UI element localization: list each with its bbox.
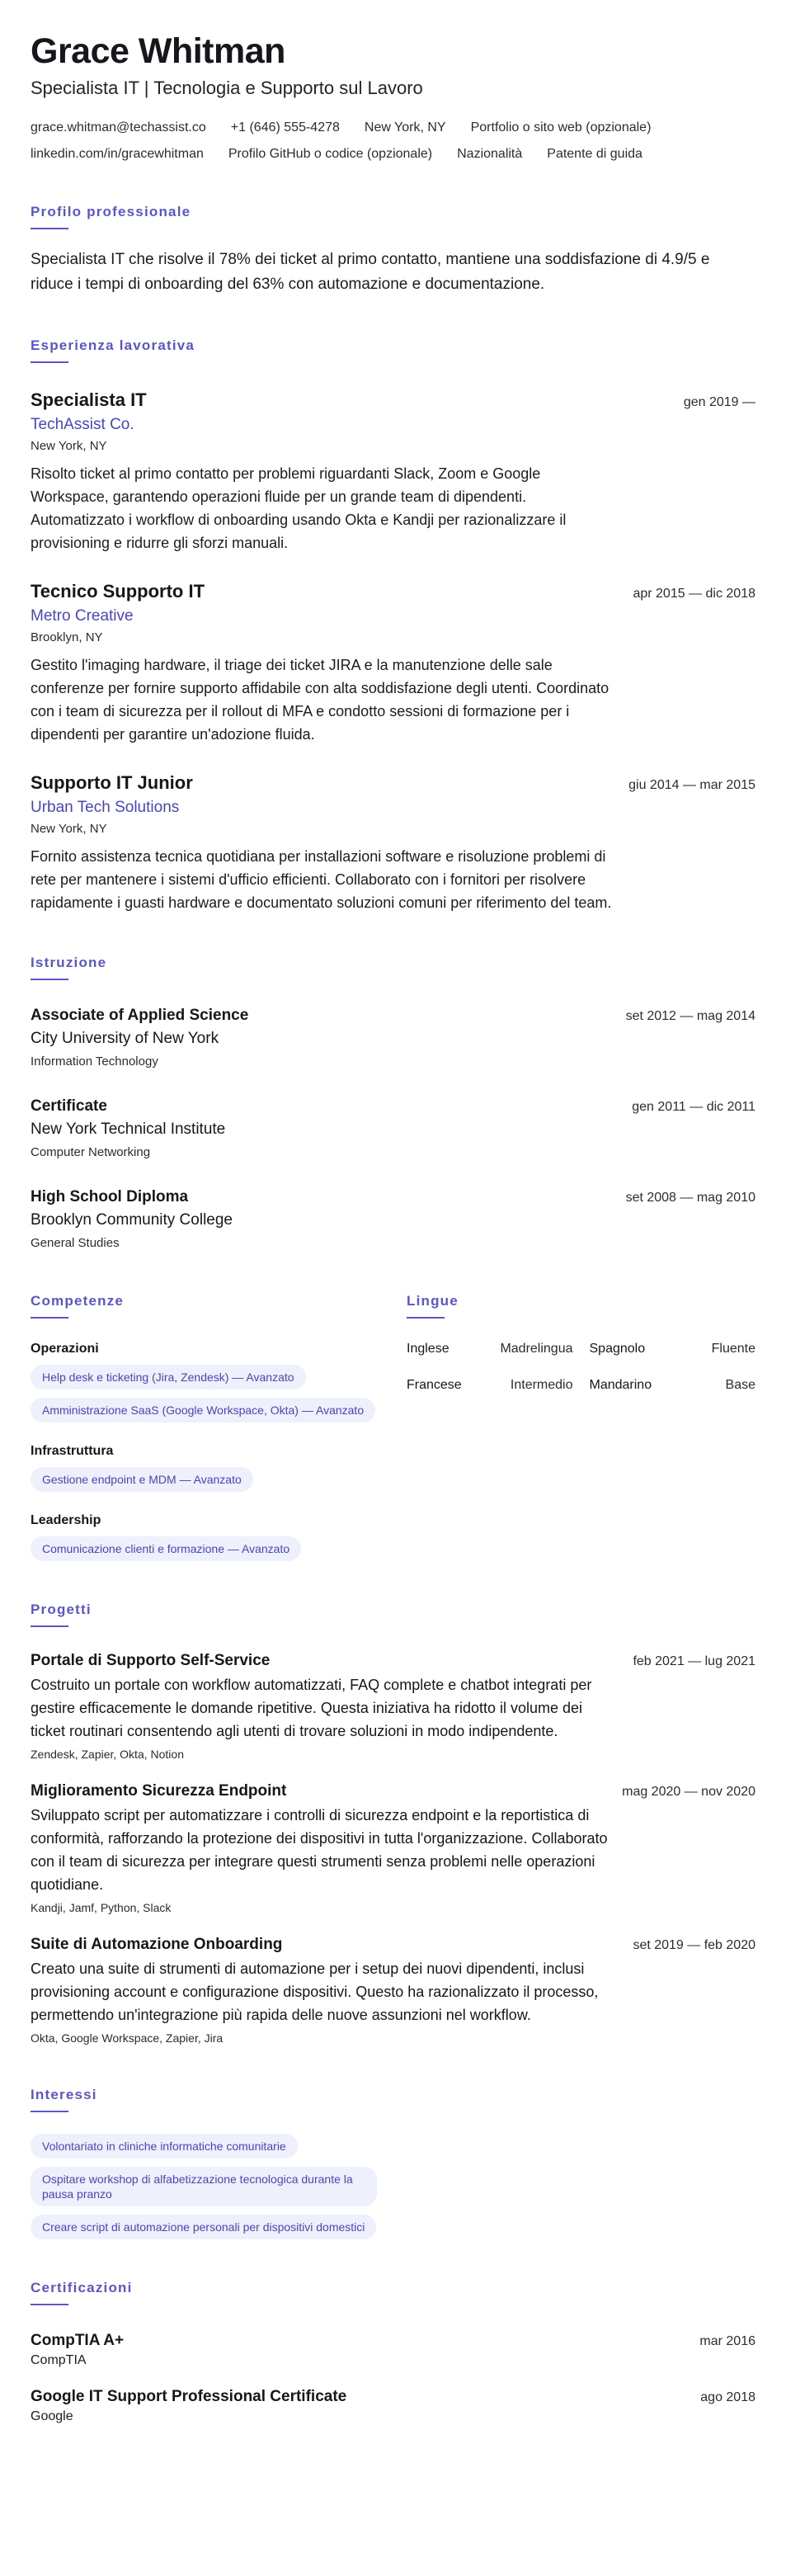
contact-email[interactable]: grace.whitman@techassist.co	[31, 120, 206, 134]
skill-group-title: Leadership	[31, 1513, 101, 1527]
project-description: Sviluppato script per automatizzare i controlli di sicurezza endpoint e la reportistica di conformità, rafforzando la protezione dei dispositivi in tutta l'organizzazione. Collaborato con il team di sicurezza per integrare questi strumenti senza problemi nelle operazioni quotidiane.	[31, 1807, 608, 1893]
job-date: gen 2019 —	[683, 395, 755, 409]
edu-field: Computer Networking	[31, 1145, 151, 1159]
edu-school: City University of New York	[31, 1030, 219, 1047]
profile-summary: Specialista IT che risolve il 78% dei ticket al primo contatto, mantiene una soddisfazione di 4.9/5 e riduce i tempi di onboarding del 63% con automazione e documentazione.	[31, 251, 710, 293]
job-title: Supporto IT Junior	[31, 772, 193, 793]
job-title: Tecnico Supporto IT	[31, 581, 205, 602]
job-entry	[31, 579, 755, 746]
language-name: Mandarino	[589, 1378, 652, 1392]
edu-date: set 2012 — mag 2014	[625, 1009, 755, 1023]
skill-group-title: Infrastruttura	[31, 1444, 114, 1458]
job-description: Risolto ticket al primo contatto per problemi riguardanti Slack, Zoom e Google Workspace, garantendo operazioni fluide per un grande team di dipendenti. Automatizzato i workflow di onboarding usando Okta e Kandji per razionalizzare il provisioning e ridurre gli sforzi manuali.	[31, 465, 567, 551]
contact-license: Patente di guida	[547, 147, 642, 161]
edu-degree: Certificate	[31, 1097, 107, 1115]
job-location: New York, NY	[31, 822, 107, 836]
project-tech: Zendesk, Zapier, Okta, Notion	[31, 1748, 184, 1761]
project-tech: Okta, Google Workspace, Zapier, Jira	[31, 2031, 224, 2045]
edu-degree: Associate of Applied Science	[31, 1007, 249, 1024]
language-level: Base	[725, 1378, 755, 1392]
skill-group	[31, 1512, 407, 1561]
profile-section	[31, 203, 755, 297]
candidate-name: Grace Whitman	[31, 31, 285, 71]
job-company: Urban Tech Solutions	[31, 799, 180, 816]
skill-chip: Gestione endpoint e MDM — Avanzato	[31, 1467, 253, 1492]
language-level: Madrelingua	[500, 1342, 573, 1356]
contact-portfolio[interactable]: Portfolio o sito web (opzionale)	[470, 120, 652, 134]
skill-chip: Help desk e ticketing (Jira, Zendesk) — Avanzato	[31, 1365, 306, 1389]
contact-list	[31, 119, 773, 163]
project-title: Portale di Supporto Self-Service	[31, 1652, 271, 1669]
project-date: feb 2021 — lug 2021	[633, 1654, 755, 1668]
contact-phone[interactable]: +1 (646) 555-4278	[230, 120, 340, 134]
section-heading: Interessi	[31, 2087, 97, 2102]
edu-field: Information Technology	[31, 1054, 158, 1069]
section-heading: Lingue	[407, 1293, 459, 1309]
interest-chip: Creare script di automazione personali per dispositivi domestici	[31, 2215, 376, 2239]
skill-group	[31, 1340, 407, 1422]
project-title: Miglioramento Sicurezza Endpoint	[31, 1782, 287, 1800]
skill-chip: Comunicazione clienti e formazione — Avanzato	[31, 1536, 301, 1561]
section-heading: Progetti	[31, 1602, 92, 1617]
contact-nationality: Nazionalità	[457, 147, 523, 161]
language-item	[590, 1376, 756, 1394]
language-level: Fluente	[711, 1342, 755, 1356]
job-description: Gestito l'imaging hardware, il triage dei ticket JIRA e la manutenzione delle sale conferenze per fornire supporto affidabile con alta soddisfazione degli utenti. Coordinato con i team di sicurezza per il rollout di MFA e condotto sessioni di formazione per i dipendenti per garantire un'adozione fluida.	[31, 657, 610, 743]
section-heading: Esperienza lavorativa	[31, 337, 195, 353]
section-divider	[31, 979, 68, 980]
cert-date: ago 2018	[700, 2390, 755, 2404]
cert-date: mar 2016	[699, 2334, 755, 2348]
project-entry	[31, 1650, 755, 1762]
contact-github[interactable]: Profilo GitHub o codice (opzionale)	[228, 147, 433, 161]
project-entry	[31, 1781, 755, 1916]
cert-name: CompTIA A+	[31, 2332, 125, 2349]
contact-linkedin[interactable]: linkedin.com/in/gracewhitman	[31, 147, 204, 161]
project-date: mag 2020 — nov 2020	[622, 1785, 755, 1799]
section-divider	[407, 1317, 445, 1319]
education-entry	[31, 1187, 755, 1253]
education-entry	[31, 1096, 755, 1162]
job-location: New York, NY	[31, 439, 107, 453]
education-entry	[31, 1005, 755, 1071]
job-entry	[31, 388, 755, 554]
job-company: Metro Creative	[31, 607, 134, 625]
project-description: Creato una suite di strumenti di automazione per i setup dei nuovi dipendenti, inclusi provisioning account e configurazione dispositivi. Questo ha razionalizzato il processo, permettendo un'integrazione più rapida delle nuove assunzioni nel workflow.	[31, 1960, 599, 2023]
section-heading: Certificazioni	[31, 2280, 133, 2295]
job-location: Brooklyn, NY	[31, 630, 103, 644]
edu-degree: High School Diploma	[31, 1188, 189, 1205]
section-divider	[31, 1625, 68, 1627]
skill-group	[31, 1442, 407, 1492]
project-entry	[31, 1934, 755, 2046]
cert-issuer: Google	[31, 2409, 73, 2423]
job-description: Fornito assistenza tecnica quotidiana per installazioni software e risoluzione problemi di rete per mantenere i sistemi d'ufficio efficienti. Collaborato con i fornitori per risolvere rapidamente i guasti hardware e documentato soluzioni comuni per riferimento del team.	[31, 848, 612, 911]
cert-issuer: CompTIA	[31, 2353, 87, 2367]
job-title: Specialista IT	[31, 389, 147, 410]
interests-section	[31, 2086, 755, 2239]
skill-group-title: Operazioni	[31, 1342, 99, 1356]
education-section	[31, 954, 755, 1253]
section-heading: Istruzione	[31, 955, 107, 970]
language-item	[590, 1340, 756, 1358]
certification-entry	[31, 2386, 755, 2426]
language-name: Francese	[407, 1378, 462, 1392]
experience-section	[31, 337, 755, 914]
edu-school: Brooklyn Community College	[31, 1211, 233, 1229]
job-date: giu 2014 — mar 2015	[628, 778, 755, 792]
resume-header	[31, 30, 755, 163]
edu-school: New York Technical Institute	[31, 1121, 226, 1138]
language-name: Spagnolo	[589, 1342, 646, 1356]
candidate-title: Specialista IT | Tecnologia e Supporto sul Lavoro	[31, 78, 423, 98]
job-date: apr 2015 — dic 2018	[633, 587, 755, 601]
skill-chip: Amministrazione SaaS (Google Workspace, Okta) — Avanzato	[31, 1398, 375, 1422]
languages-section	[407, 1292, 755, 1561]
section-heading: Competenze	[31, 1293, 125, 1309]
language-name: Inglese	[407, 1342, 449, 1356]
language-item	[407, 1376, 573, 1394]
project-title: Suite di Automazione Onboarding	[31, 1936, 283, 1953]
job-entry	[31, 771, 755, 914]
contact-location: New York, NY	[364, 120, 446, 134]
interest-chip: Ospitare workshop di alfabetizzazione tecnologica durante la pausa pranzo	[31, 2167, 377, 2206]
project-description: Costruito un portale con workflow automatizzati, FAQ complete e chatbot integrati per gestire efficacemente le domande ripetitive. Questa iniziativa ha ridotto il volume dei ticket routinari consentendo agli utenti di trovare soluzioni in modo indipendente.	[31, 1677, 592, 1739]
section-divider	[31, 2304, 68, 2305]
interest-chip: Volontariato in cliniche informatiche comunitarie	[31, 2134, 298, 2158]
section-divider	[31, 361, 68, 363]
projects-section	[31, 1601, 755, 2046]
edu-date: set 2008 — mag 2010	[625, 1191, 755, 1205]
skills-languages-row	[31, 1292, 755, 1561]
section-heading: Profilo professionale	[31, 204, 191, 219]
skills-section	[31, 1292, 407, 1561]
project-tech: Kandji, Jamf, Python, Slack	[31, 1901, 172, 1914]
section-divider	[31, 228, 68, 229]
section-divider	[31, 2111, 68, 2112]
project-date: set 2019 — feb 2020	[633, 1938, 755, 1952]
certifications-section	[31, 2279, 755, 2426]
certification-entry	[31, 2330, 755, 2370]
cert-name: Google IT Support Professional Certificate	[31, 2388, 347, 2405]
section-divider	[31, 1317, 68, 1319]
edu-date: gen 2011 — dic 2011	[632, 1100, 755, 1114]
language-level: Intermedio	[510, 1378, 573, 1392]
edu-field: General Studies	[31, 1236, 120, 1250]
job-company: TechAssist Co.	[31, 416, 134, 433]
language-item	[407, 1340, 573, 1358]
